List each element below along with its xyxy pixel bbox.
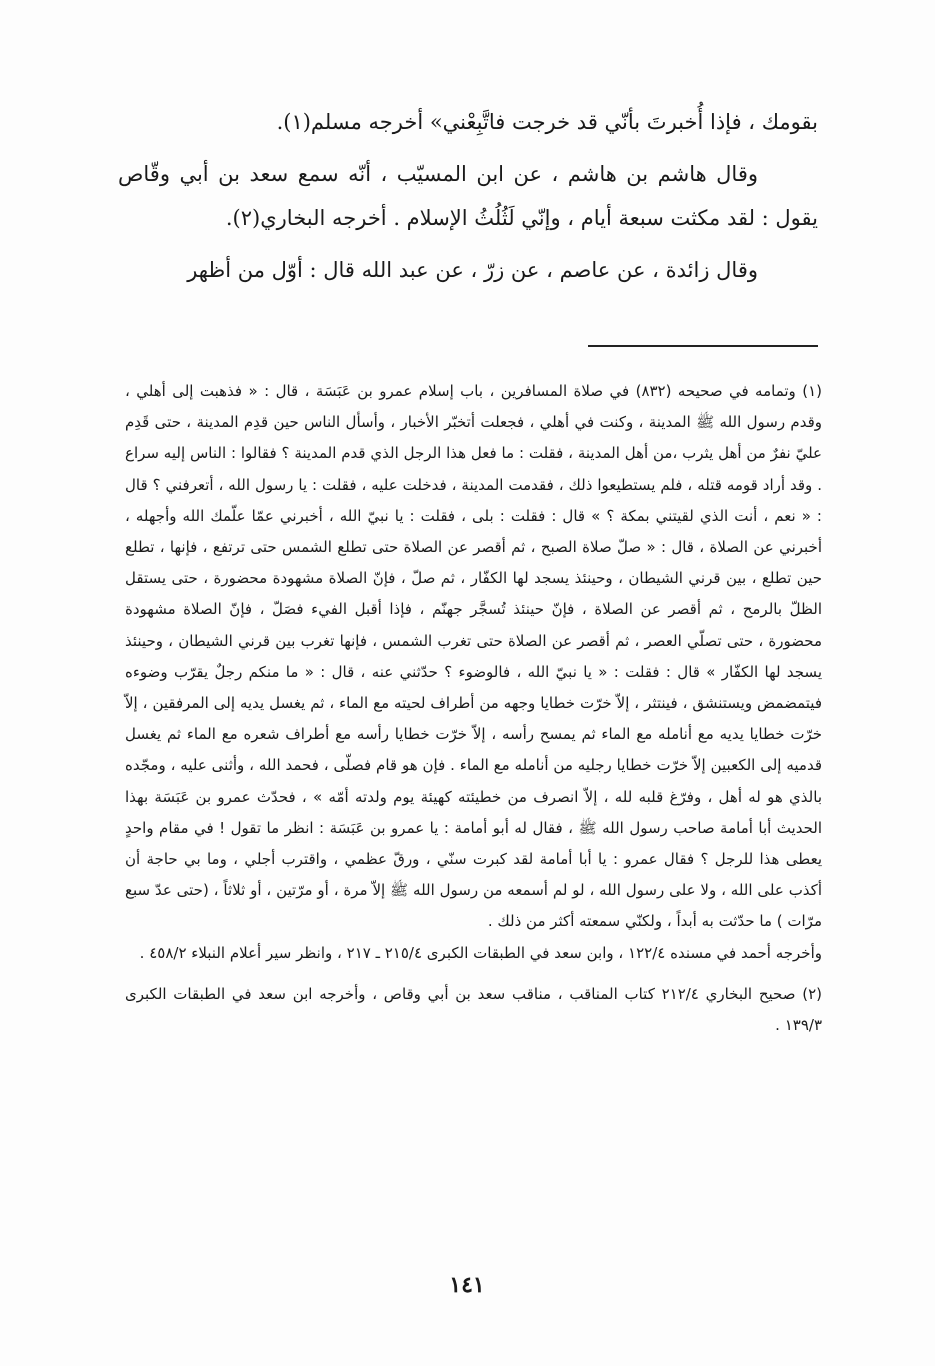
footnote-2: (٢) صحيح البخاري ٢١٢/٤ كتاب المناقب ، مناقب سعد بن أبي وقاص ، وأخرجه ابن سعد في الطبقات الكبرى ١٣٩/٣ . [125,984,822,1035]
footnotes [125,376,822,1041]
main-text [118,100,818,292]
footnote-1: (١) وتمامه في صحيحه (٨٣٢) في صلاة المسافرين ، باب إسلام عمرو بن عَبَسَة ، قال : « فذهبت إلى أهلي ، وقدم رسول الله ﷺ المدينة ، وكنت في أهلي ، فجعلت أتخبّر الأخبار ، وأسأل الناس حين قدِم المدينة ، حتى قَدِم عليّ نفرٌ من أهل يثرب ،من أهل المدينة ، فقلت : ما فعل هذا الرجل الذي قدم المدينة ؟ فقالوا : الناس إليه سراع . وقد أراد قومه قتله ، فلم يستطيعوا ذلك ، فقدمت المدينة ، فدخلت عليه ، فقلت : يا رسول الله ، أتعرفني ؟ قال : « نعم ، أنت الذي لقيتني بمكة ؟ » قال : فقلت : بلى ، فقلت : يا نبيّ الله ، أخبرني عمّا علّمك الله وأجهله ، أخبرني عن الصلاة ، قال : « صلّ صلاة الصبح ، ثم أقصر عن الصلاة حتى تطلع الشمس حتى ترتفع ، فإنها ، تطلع حين تطلع ، بين قرني الشيطان ، وحينئذ يسجد لها الكفّار ، ثم صلّ ، فإنّ الصلاة مشهودة محضورة ، حتى يستقل الظلّ بالرمح ، ثم أقصر عن الصلاة ، فإنّ حينئذ تُسجَّر جهنّم ، فإذا أقبل الفيء فصَلّ ، فإنّ الصلاة مشهودة محضورة ، حتى تصلّي العصر ، ثم أقصر عن الصلاة حتى تغرب الشمس ، فإنها تغرب بين قرني الشيطان ، وحينئذ يسجد لها الكفّار » قال : فقلت : « يا نبيّ الله ، فالوضوء ؟ حدّثني عنه ، قال : « ما منكم رجلٌ يقرّب وضوءه فيتمضمض ويستنشق ، فينتثر ، إلاّ خرّت خطايا وجهه من أطراف لحيته مع الماء ، ثم يغسل يديه إلى المرفقين ، إلاّ خرّت خطايا يديه مع أنامله مع الماء ثم يمسح رأسه ، إلاّ خرّت خطايا رأسه مع أطراف شعره مع الماء ثم يغسل قدميه إلى الكعبين إلاّ خرّت خطايا رجليه من أنامله مع الماء . فإن هو قام فصلّى ، فحمد الله ، وأثنى عليه ، ومجّده بالذي هو له أهل ، وفرّغ قلبه لله ، إلاّ انصرف من خطيئته كهيئة يوم ولدته أمّه » ، فحدّث عمرو بن عَبَسَة بهذا الحديث أبا أمامة صاحب رسول الله ﷺ ، فقال له أبو أمامة : يا عمرو بن عَبَسَة : انظر ما تقول ! في مقام واحدٍ يعطى هذا للرجل ؟ فقال عمرو : يا أبا أمامة لقد كبرت سنّي ، ورقّ عظمي ، واقترب أجلي ، وما بي حاجة أن أكذب على الله ، ولا على رسول الله ، لو لم أسمعه من رسول الله ﷺ إلاّ مرة ، أو مرّتين ، أو ثلاثاً ، (حتى عدّ سبع مرّات ) ما حدّثت به أبداً ، ولكنّي سمعته أكثر من ذلك . [125,382,822,931]
footnote-1-extra: وأخرجه أحمد في مسنده ١٢٢/٤ ، وابن سعد في الطبقات الكبرى ٢١٥/٤ ـ ٢١٧ ، وانظر سير أعلام النبلاء ٤٥٨/٢ . [139,943,822,962]
main-paragraph-2: وقال هاشم بن هاشم ، عن ابن المسيّب ، أنّه سمع سعد بن أبي وقّاص يقول : لقد مكثت سبعة أيام ، وإنّي لَثُلُثُ الإسلام . أخرجه البخاري(٢). [118,162,818,230]
main-paragraph-1: بقومك ، فإذا أُخبرتَ بأنّي قد خرجت فاتَّبِعْني» أخرجه مسلم(١). [276,110,818,134]
page-number: ١٤١ [449,1272,485,1298]
footnote-divider [588,345,818,347]
main-paragraph-3: وقال زائدة ، عن عاصم ، عن زرّ ، عن عبد الله قال : أوّل من أظهر [187,258,758,282]
